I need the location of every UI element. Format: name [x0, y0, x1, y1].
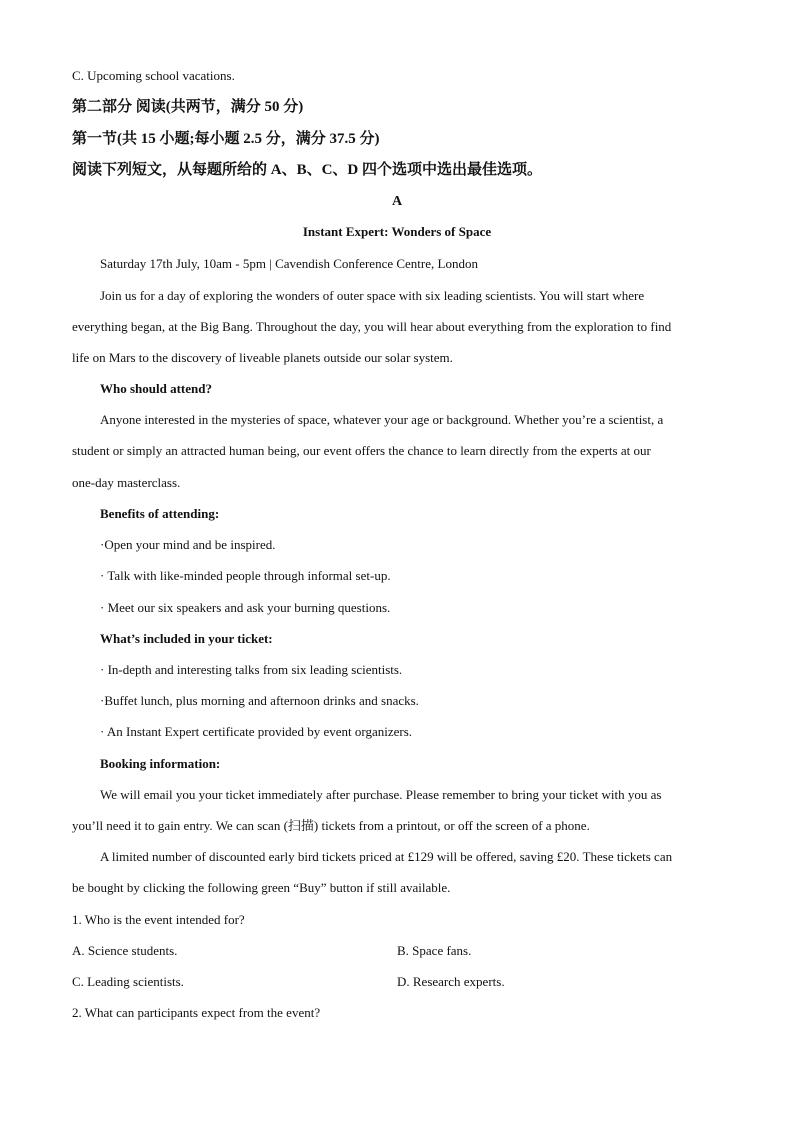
booking-line-1: We will email you your ticket immediately after purchase. Please remember to bring your ticket with you as [100, 787, 662, 802]
who-line-3: one-day masterclass. [72, 475, 181, 490]
event-date-line: Saturday 17th July, 10am - 5pm | Cavendish Conference Centre, London [100, 256, 478, 271]
passage-label: A [391, 194, 403, 209]
reading-instructions: 阅读下列短文，从每题所给的 A、B、C、D 四个选项中选出最佳选项。 [72, 162, 543, 178]
intro-line-1: Join us for a day of exploring the wonders of outer space with six leading scientists. You will start where [100, 288, 645, 303]
previous-option-c: C. Upcoming school vacations. [72, 68, 235, 83]
intro-line-3: life on Mars to the discovery of liveable planets outside our solar system. [72, 350, 453, 365]
included-item: · An Instant Expert certificate provided by event organizers. [100, 724, 413, 739]
booking-line-3: A limited number of discounted early bird tickets priced at £129 will be offered, saving £20. These tickets can [100, 849, 673, 864]
question-2-stem: 2. What can participants expect from the event? [72, 1005, 321, 1020]
question-1-option-c: C. Leading scientists. [72, 974, 184, 989]
booking-heading: Booking information: [100, 756, 221, 771]
booking-line-2: you’ll need it to gain entry. We can scan (扫描) tickets from a printout, or off the screen of a phone. [72, 818, 590, 833]
question-1-option-d: D. Research experts. [397, 974, 505, 989]
included-item: · In-depth and interesting talks from six leading scientists. [100, 662, 403, 677]
benefit-item: ·Open your mind and be inspired. [100, 537, 276, 552]
intro-line-2: everything began, at the Big Bang. Throughout the day, you will hear about everything from the exploration to find [72, 319, 672, 334]
benefit-item: · Talk with like-minded people through informal set-up. [100, 568, 391, 583]
benefits-heading: Benefits of attending: [100, 506, 220, 521]
section1-heading: 第一节(共 15 小题;每小题 2.5 分，满分 37.5 分) [72, 131, 380, 147]
benefit-item: · Meet our six speakers and ask your burning questions. [100, 600, 391, 615]
included-item: ·Buffet lunch, plus morning and afternoon drinks and snacks. [100, 693, 419, 708]
who-line-1: Anyone interested in the mysteries of space, whatever your age or background. Whether you’re a scientist, a [100, 412, 664, 427]
part2-heading: 第二部分 阅读(共两节，满分 50 分) [72, 99, 304, 115]
who-line-2: student or simply an attracted human being, our event offers the chance to learn directly from the experts at our [72, 443, 651, 458]
included-heading: What’s included in your ticket: [100, 631, 273, 646]
question-1-option-b: B. Space fans. [397, 943, 472, 958]
question-1-option-a: A. Science students. [72, 943, 178, 958]
passage-title: Instant Expert: Wonders of Space [302, 224, 492, 239]
question-1-stem: 1. Who is the event intended for? [72, 912, 245, 927]
booking-line-4: be bought by clicking the following green “Buy” button if still available. [72, 880, 451, 895]
who-heading: Who should attend? [100, 381, 212, 396]
